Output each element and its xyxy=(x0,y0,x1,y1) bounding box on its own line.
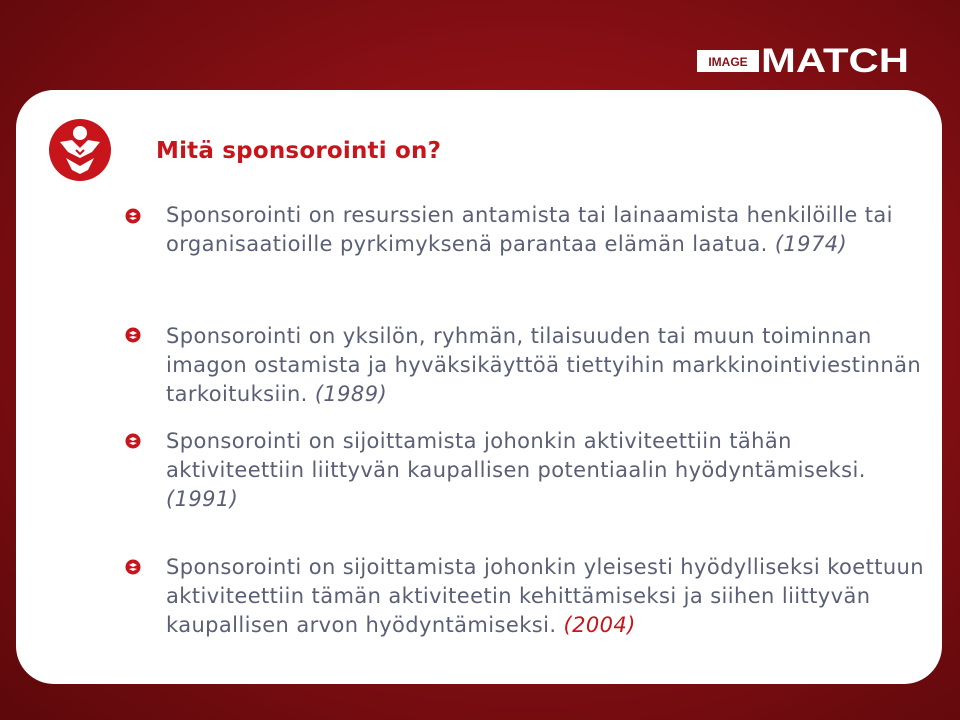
definition-1974 xyxy=(166,201,926,259)
definition-year: (1974) xyxy=(774,232,848,256)
definition-1991 xyxy=(166,427,926,514)
definition-text: Sponsorointi on sijoittamista johonkin yleisesti hyödylliseksi koettuun aktiviteettiin tämän aktiviteetin kehittämiseksi ja siihen liittyvän kaupallisen arvon hyödyntämiseksi. xyxy=(166,555,924,637)
bullet-icon xyxy=(125,433,141,449)
slide-title: Mitä sponsorointi on? xyxy=(156,138,442,164)
bullet-icon xyxy=(125,327,141,343)
definition-text: Sponsorointi on yksilön, ryhmän, tilaisuuden tai muun toiminnan imagon ostamista ja hyväksikäyttöä tiettyihin markkinointiviestinnän tarkoituksiin. xyxy=(166,324,922,406)
definition-text: Sponsorointi on resurssien antamista tai lainaamista henkilöille tai organisaatioille pyrkimyksenä parantaa elämän laatua. xyxy=(166,203,893,256)
logo-image-word: IMAGE xyxy=(708,55,748,69)
definition-text: Sponsorointi on sijoittamista johonkin aktiviteettiin tähän aktiviteettiin liittyvän kaupallisen potentiaalin hyödyntämiseksi. xyxy=(166,429,866,482)
definition-1989 xyxy=(166,322,926,409)
bullet-icon xyxy=(125,559,141,575)
bullet-icon xyxy=(125,208,141,224)
emblem-icon xyxy=(48,118,112,182)
definition-year: (2004) xyxy=(563,613,636,637)
definition-year: (1991) xyxy=(166,487,239,511)
definition-2004 xyxy=(166,553,926,640)
definition-year: (1989) xyxy=(314,382,388,406)
image-match-logo xyxy=(697,44,911,76)
logo-match-word: MATCH xyxy=(761,44,909,76)
